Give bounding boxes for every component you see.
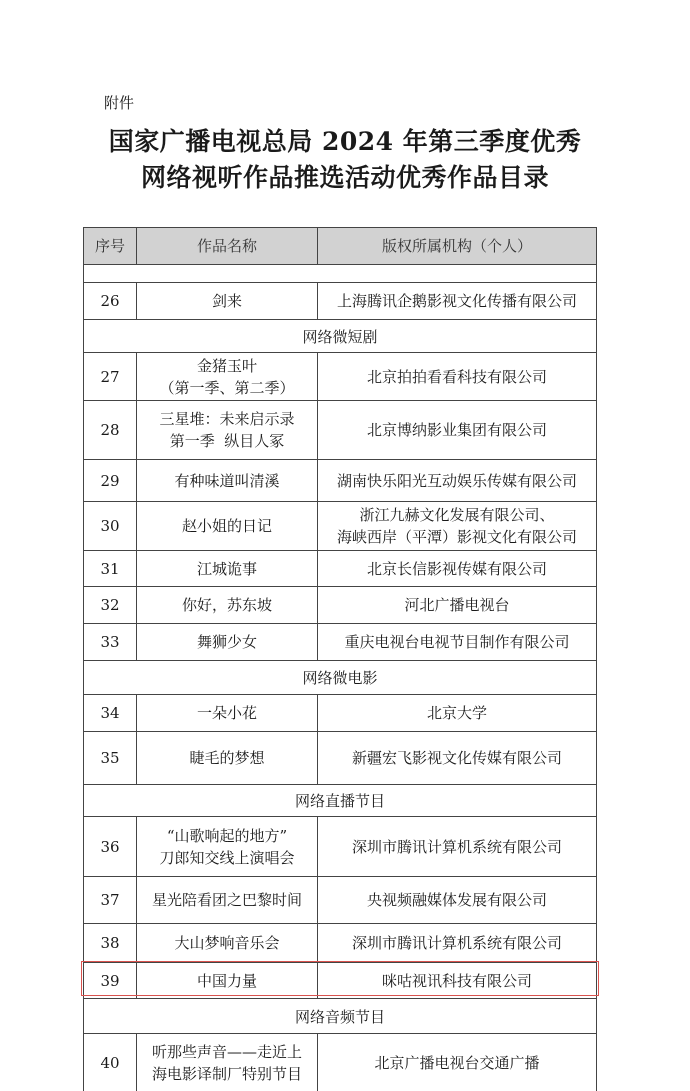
copyright-org: 深圳市腾讯计算机系统有限公司 [317, 924, 597, 962]
row-number: 39 [83, 963, 136, 998]
work-name-line-2: 刀郎知交线上演唱会 [159, 848, 295, 867]
work-name: 星光陪看团之巴黎时间 [136, 877, 317, 923]
row-number: 34 [83, 695, 136, 731]
work-name: 舞狮少女 [136, 624, 317, 660]
table-header [83, 227, 597, 265]
work-name: 剑来 [136, 283, 317, 319]
copyright-org: 北京长信影视传媒有限公司 [317, 551, 597, 586]
work-name-line-1: 金猪玉叶 [196, 356, 257, 375]
table-row [83, 1033, 597, 1091]
copyright-org: 北京拍拍看看科技有限公司 [317, 353, 597, 400]
work-name [136, 817, 317, 876]
table-row [83, 459, 597, 501]
work-name-line-2: 第一季 纵目人冢 [169, 432, 285, 450]
copyright-org [317, 502, 597, 550]
copyright-org: 湖南快乐阳光互动娱乐传媒有限公司 [317, 460, 597, 501]
table-row [83, 501, 597, 550]
copyright-org: 重庆电视台电视节目制作有限公司 [317, 624, 597, 660]
work-name: 中国力量 [136, 963, 317, 998]
row-number: 26 [83, 283, 136, 319]
header-copyright-org: 版权所属机构（个人） [317, 228, 597, 264]
work-name [136, 353, 317, 400]
copyright-org: 央视频融媒体发展有限公司 [317, 877, 597, 923]
attachment-label: 附件 [104, 94, 135, 112]
work-name: 你好，苏东坡 [136, 587, 317, 623]
work-name: 有种味道叫清溪 [136, 460, 317, 501]
document-title-line-2: 网络视听作品推选活动优秀作品目录 [140, 163, 549, 192]
document-title-line-1: 国家广播电视总局 2024 年第三季度优秀 [108, 127, 582, 156]
table-row [83, 623, 597, 660]
work-name-line-1: 听那些声音——走近上 [151, 1042, 302, 1061]
section-heading-live: 网络直播节目 [83, 784, 597, 816]
row-number: 37 [83, 877, 136, 923]
copyright-org: 咪咕视讯科技有限公司 [317, 963, 597, 998]
table-row [83, 923, 597, 962]
row-number: 33 [83, 624, 136, 660]
work-name [136, 401, 317, 459]
table-row [83, 282, 597, 319]
work-name-line-2: （第一季、第二季） [159, 378, 295, 397]
row-number: 31 [83, 551, 136, 586]
table-row [83, 876, 597, 923]
table-row [83, 352, 597, 400]
row-number: 30 [83, 502, 136, 550]
table-gap [83, 265, 597, 282]
copyright-org: 上海腾讯企鹅影视文化传播有限公司 [317, 283, 597, 319]
copyright-org: 北京大学 [317, 695, 597, 731]
section-heading-micro-drama: 网络微短剧 [83, 319, 597, 352]
table-row [83, 694, 597, 731]
row-number: 32 [83, 587, 136, 623]
header-number: 序号 [83, 228, 136, 264]
table-row [83, 550, 597, 586]
work-name-line-1: 三星堆：未来启示录 [159, 410, 295, 428]
row-number: 36 [83, 817, 136, 876]
work-name: 睫毛的梦想 [136, 732, 317, 784]
work-name: 大山梦响音乐会 [136, 924, 317, 962]
row-number: 38 [83, 924, 136, 962]
section-heading-audio: 网络音频节目 [83, 998, 597, 1033]
work-name [136, 1034, 317, 1091]
work-name-line-1: “山歌响起的地方” [166, 826, 288, 845]
work-name: 赵小姐的日记 [136, 502, 317, 550]
row-number: 35 [83, 732, 136, 784]
copyright-org-line-2: 海峡西岸（平潭）影视文化有限公司 [336, 528, 577, 546]
row-number: 27 [83, 353, 136, 400]
section-heading-micro-film: 网络微电影 [83, 660, 597, 694]
copyright-org: 新疆宏飞影视文化传媒有限公司 [317, 732, 597, 784]
work-name: 江城诡事 [136, 551, 317, 586]
table-row [83, 816, 597, 876]
table-row-highlighted [83, 962, 597, 998]
copyright-org: 河北广播电视台 [317, 587, 597, 623]
table-row [83, 400, 597, 459]
copyright-org: 深圳市腾讯计算机系统有限公司 [317, 817, 597, 876]
row-number: 29 [83, 460, 136, 501]
copyright-org-line-1: 浙江九赫文化发展有限公司、 [359, 506, 555, 524]
header-work-name: 作品名称 [136, 228, 317, 264]
table-row [83, 731, 597, 784]
work-name-line-2: 海电影译制厂特别节目 [151, 1064, 302, 1083]
copyright-org: 北京广播电视台交通广播 [317, 1034, 597, 1091]
work-name: 一朵小花 [136, 695, 317, 731]
copyright-org: 北京博纳影业集团有限公司 [317, 401, 597, 459]
table-row [83, 586, 597, 623]
row-number: 40 [83, 1034, 136, 1091]
row-number: 28 [83, 401, 136, 459]
